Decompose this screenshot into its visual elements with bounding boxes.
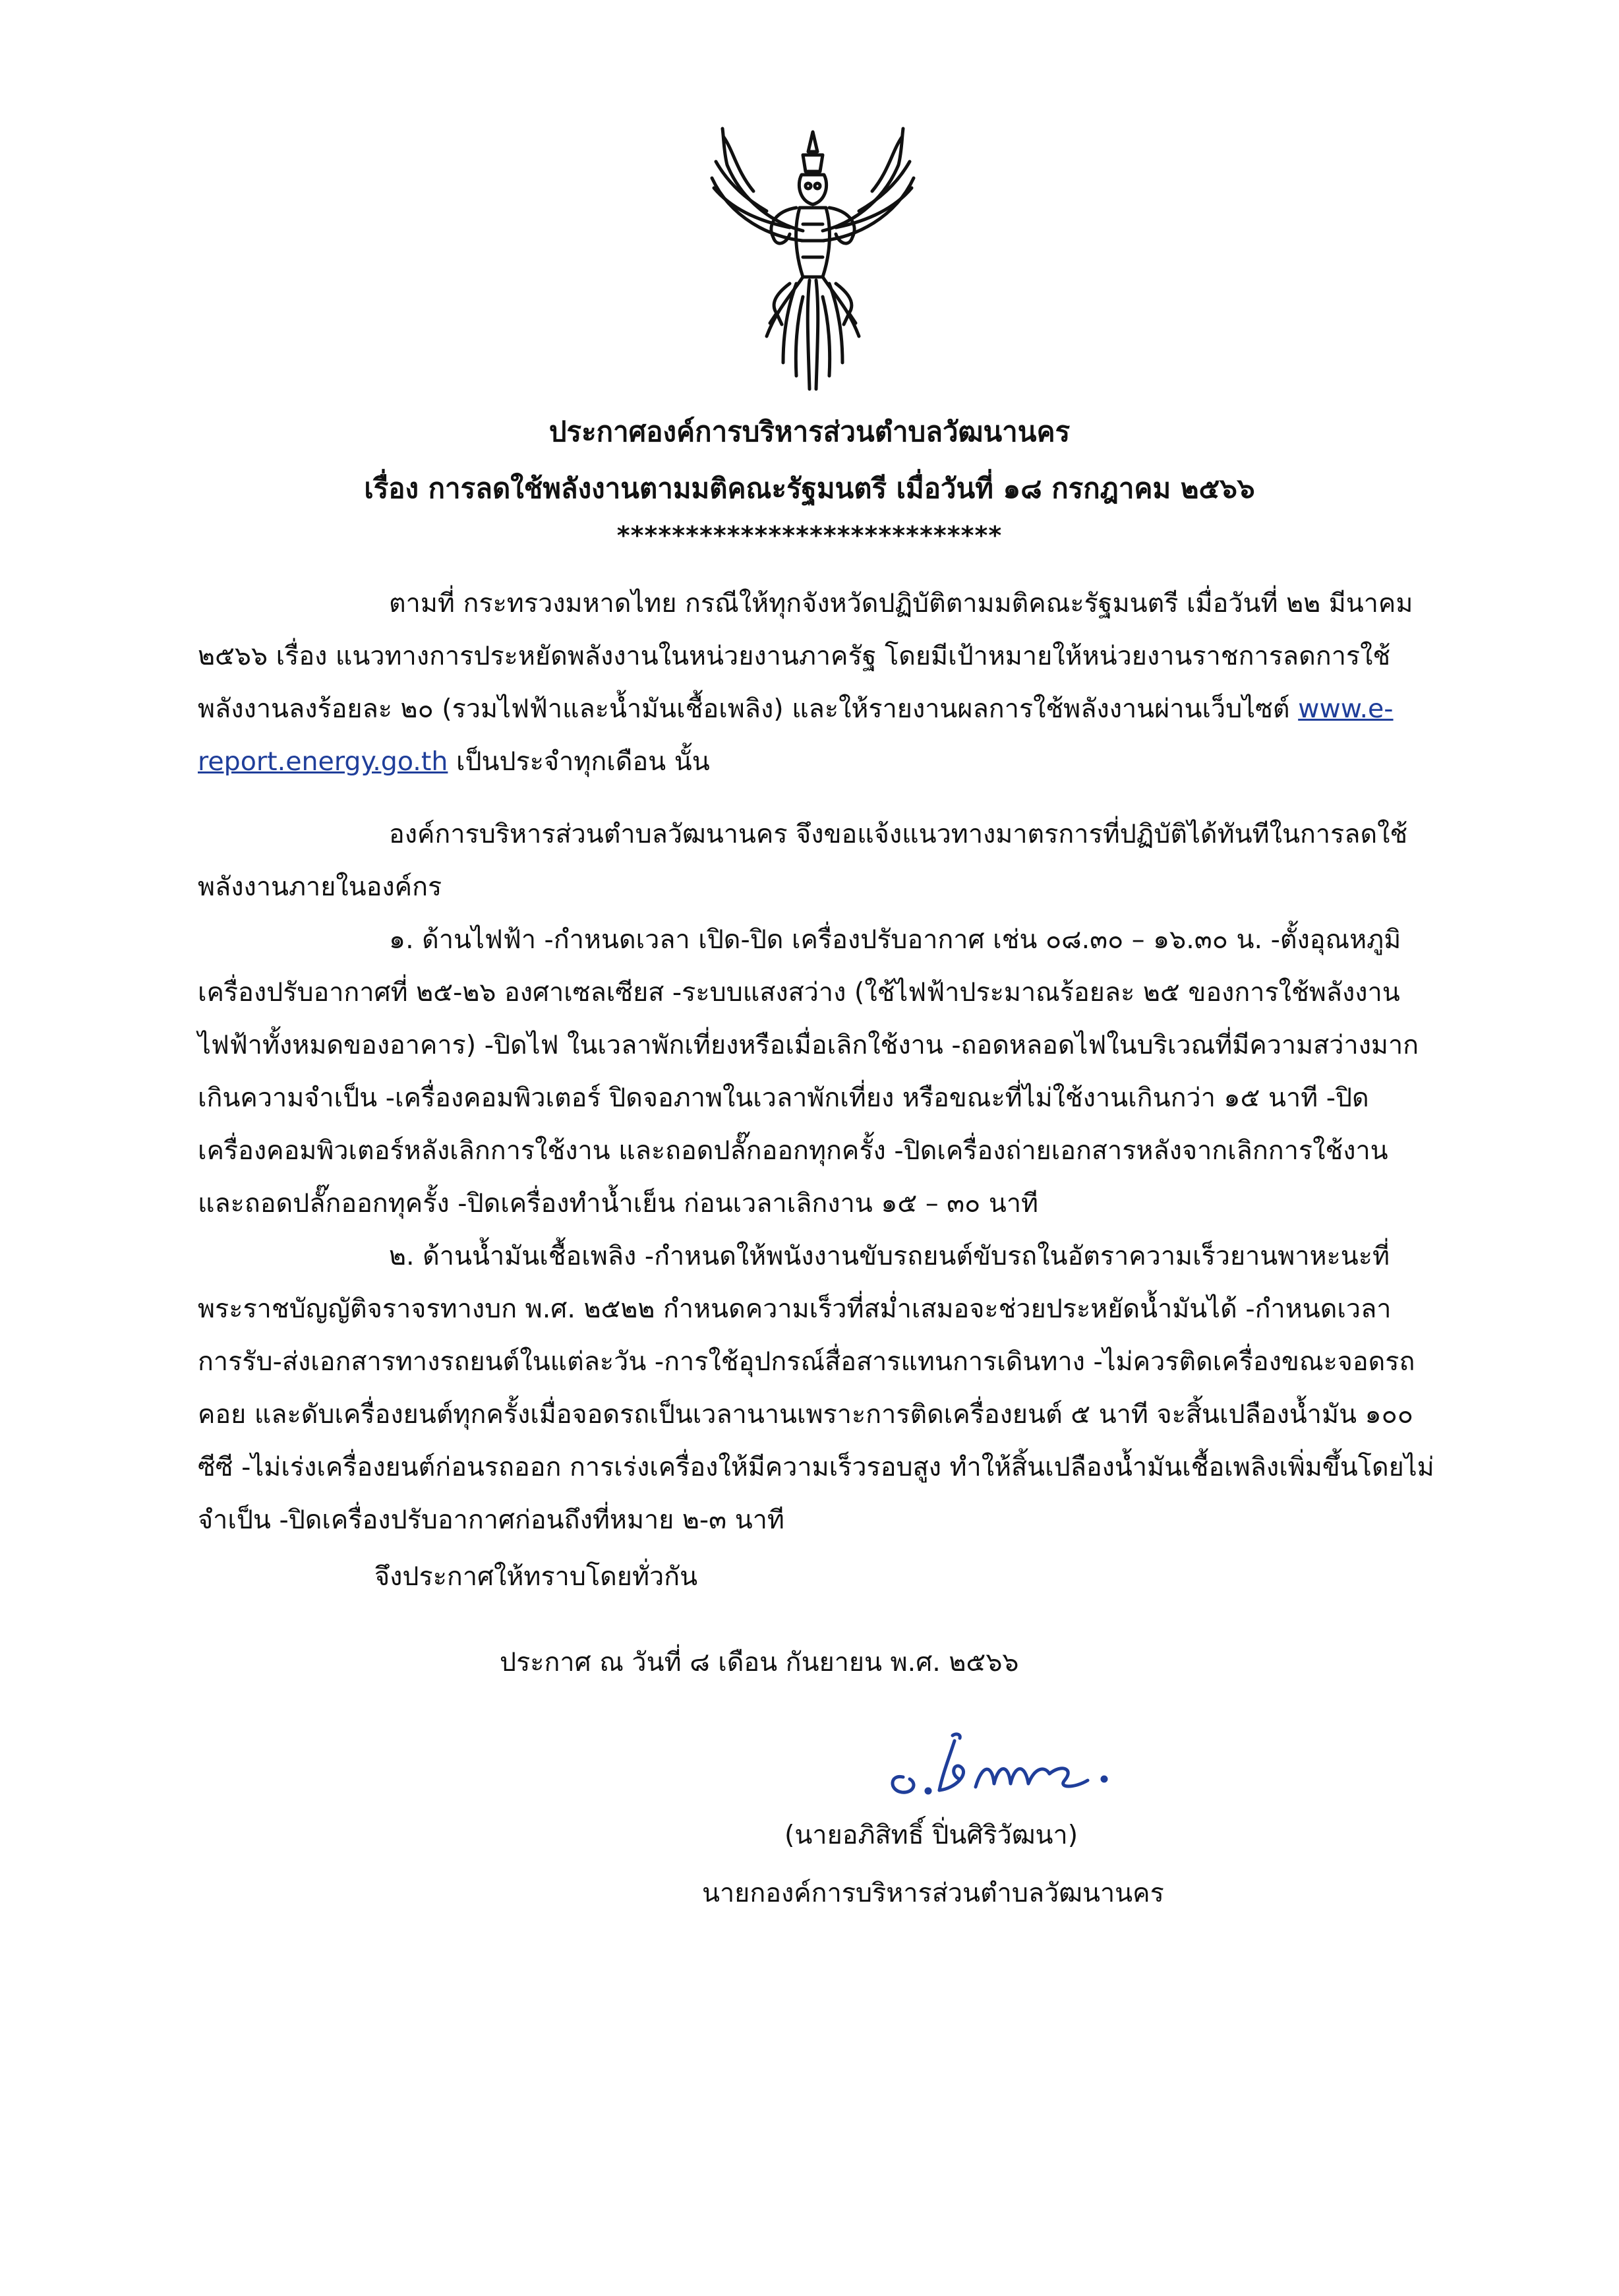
item-fuel xyxy=(198,1230,1432,1546)
paragraph-line: คอย และดับเครื่องยนต์ทุกครั้งเมื่อจอดรถเป็นเวลานานเพราะการติดเครื่องยนต์ ๕ นาที จะสิ้นเปลืองน้ำมัน ๑๐๐ xyxy=(198,1399,1413,1430)
paragraph-line: ๒. ด้านน้ำมันเชื้อเพลิง -กำหนดให้พนังงานขับรถยนต์ขับรถในอัตราความเร็วยานพาหะนะที่ xyxy=(389,1241,1390,1271)
paragraph-line: ซีซี -ไม่เร่งเครื่องยนต์ก่อนรถออก การเร่งเครื่องให้มีความเร็วรอบสูง ทำให้สิ้นเปลืองน้ำมันเชื้อเพลิงเพิ่มขึ้นโดยไม่ xyxy=(198,1452,1434,1482)
e-report-link[interactable]: report.energy.go.th xyxy=(198,746,448,777)
paragraph-line: การรับ-ส่งเอกสารทางรถยนต์ในแต่ละวัน -การใช้อุปกรณ์สื่อสารแทนการเดินทาง -ไม่ควรติดเครื่องขณะจอดรถ xyxy=(198,1346,1415,1377)
paragraph-line: ๑. ด้านไฟฟ้า -กำหนดเวลา เปิด-ปิด เครื่องปรับอากาศ เช่น ๐๘.๓๐ – ๑๖.๓๐ น. -ตั้งอุณหภูมิ xyxy=(389,924,1401,955)
paragraph-intro xyxy=(198,577,1432,788)
paragraph-line: ตามที่ กระทรวงมหาดไทย กรณีให้ทุกจังหวัดปฏิบัติตามมติคณะรัฐมนตรี เมื่อวันที่ ๒๒ มีนาคม xyxy=(389,588,1413,619)
e-report-link[interactable]: www.e- xyxy=(1298,694,1394,724)
paragraph-measures xyxy=(198,808,1432,913)
paragraph-text: พลังงานลงร้อยละ ๒๐ (รวมไฟฟ้าและน้ำมันเชื้อเพลิง) และให้รายงานผลการใช้พลังงานผ่านเว็บไซต์ xyxy=(198,694,1299,724)
paragraph-line: ๒๕๖๖ เรื่อง แนวทางการประหยัดพลังงานในหน่วยงานภาครัฐ โดยมีเป้าหมายให้หน่วยงานราชการลดการใช้ xyxy=(198,641,1391,671)
paragraph-line: องค์การบริหารส่วนตำบลวัฒนานคร จึงขอแจ้งแนวทางมาตรการที่ปฏิบัติได้ทันทีในการลดใช้ xyxy=(389,819,1408,849)
paragraph-text: เป็นประจำทุกเดือน นั้น xyxy=(448,746,710,777)
garuda-emblem-icon xyxy=(704,125,922,396)
announcement-title: ประกาศองค์การบริหารส่วนตำบลวัฒนานคร xyxy=(548,415,1071,448)
paragraph-line: เกินความจำเป็น -เครื่องคอมพิวเตอร์ ปิดจอภาพในเวลาพักเที่ยง หรือขณะที่ไม่ใช้งานเกินกว่า ๑๕ นาที -ปิด xyxy=(198,1083,1369,1113)
paragraph-line: เครื่องคอมพิวเตอร์หลังเลิกการใช้งาน และถอดปลั๊กออกทุกครั้ง -ปิดเครื่องถ่ายเอกสารหลังจากเลิกการใช้งาน xyxy=(198,1135,1388,1166)
closing-statement: จึงประกาศให้ทราบโดยทั่วกัน xyxy=(374,1561,698,1592)
item-electricity xyxy=(198,913,1432,1230)
paragraph-line xyxy=(198,682,1432,735)
paragraph-line xyxy=(198,735,1432,788)
paragraph-line: พระราชบัญญัติจราจรทางบก พ.ศ. ๒๕๒๒ กำหนดความเร็วที่สม่ำเสมอจะช่วยประหยัดน้ำมันได้ -กำหนดเวลา xyxy=(198,1294,1392,1324)
announcement-date: ประกาศ ณ วันที่ ๘ เดือน กันยายน พ.ศ. ๒๕๖๖ xyxy=(500,1647,1019,1677)
separator: **************************** xyxy=(616,521,1003,550)
handwritten-signature xyxy=(877,1728,1127,1800)
paragraph-line: พลังงานภายในองค์กร xyxy=(198,872,442,902)
paragraph-line: และถอดปลั๊กออกทุครั้ง -ปิดเครื่องทำน้ำเย็น ก่อนเวลาเลิกงาน ๑๕ – ๓๐ นาที xyxy=(198,1188,1039,1219)
announcement-subject: เรื่อง การลดใช้พลังงานตามมติคณะรัฐมนตรี เมื่อวันที่ ๑๘ กรกฎาคม ๒๕๖๖ xyxy=(364,472,1255,504)
paragraph-line: จำเป็น -ปิดเครื่องปรับอากาศก่อนถึงที่หมาย ๒-๓ นาที xyxy=(198,1505,784,1535)
paragraph-line: เครื่องปรับอากาศที่ ๒๕-๒๖ องศาเซลเซียส -ระบบแสงสว่าง (ใช้ไฟฟ้าประมาณร้อยละ ๒๕ ของการใช้พลังงาน xyxy=(198,977,1400,1008)
signer-position: นายกองค์การบริหารส่วนตำบลวัฒนานคร xyxy=(702,1878,1164,1908)
signer-name: (นายอภิสิทธิ์ ปิ่นศิริวัฒนา) xyxy=(784,1820,1078,1850)
paragraph-line: ไฟฟ้าทั้งหมดของอาคาร) -ปิดไฟ ในเวลาพักเที่ยงหรือเมื่อเลิกใช้งาน -ถอดหลอดไฟในบริเวณที่มีความสว่างมาก xyxy=(198,1030,1419,1060)
